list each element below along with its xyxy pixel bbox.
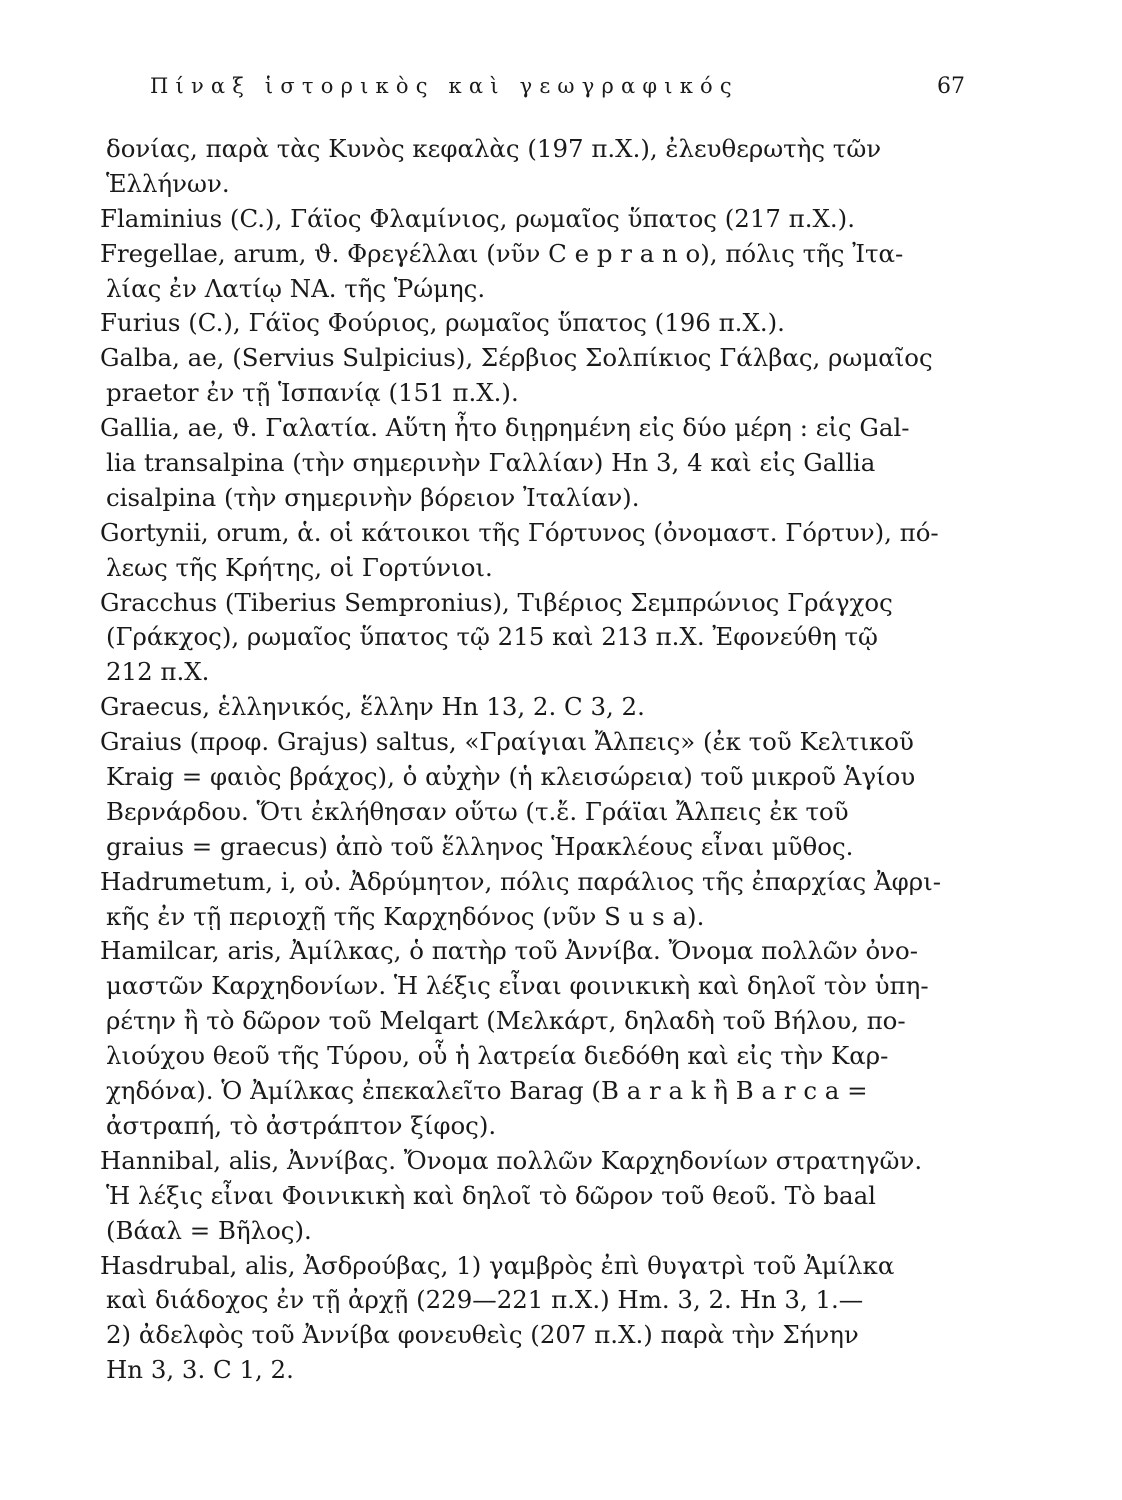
index-entry [100, 411, 970, 516]
entry-headline: Graius (προφ. Grajus) saltus, «Γραίγιαι Ἄλπεις» (ἐκ τοῦ Κελτικοῦ [100, 727, 914, 757]
entry-headline: Galba, ae, (Servius Sulpicius), Σέρβιος Σολπίκιος Γάλβας, ρωμαῖος [100, 343, 933, 373]
entry-continuation-line: graius = graecus) ἀπὸ τοῦ ἕλληνος Ἡρακλέους εἶναι μῦθος. [106, 831, 854, 861]
index-entry [100, 306, 970, 341]
index-entries [100, 132, 970, 1388]
entry-continuation-line: (Γράκχος), ρωμαῖος ὕπατος τῷ 215 καὶ 213 π.Χ. Ἐφονεύθη τῷ [106, 622, 878, 652]
index-entry [100, 341, 970, 411]
entry-continuation-line: Kraig = φαιὸς βράχος), ὁ αὐχὴν (ἡ κλεισώρεια) τοῦ μικροῦ Ἁγίου [106, 762, 916, 792]
entry-continuation-line: ρέτην ἢ τὸ δῶρον τοῦ Melqart (Μελκάρτ, δηλαδὴ τοῦ Βήλου, πο- [106, 1006, 906, 1036]
entry-continuation-line: λεως τῆς Κρήτης, οἱ Γορτύνιοι. [106, 552, 493, 582]
entry-headline: Fregellae, arum, ϑ. Φρεγέλλαι (νῦν C e p r a n o), πόλις τῆς Ἰτα- [100, 238, 904, 268]
entry-continuation-line: 212 π.Χ. [106, 657, 210, 687]
entry-headline: δονίας, παρὰ τὰς Κυνὸς κεφαλὰς (197 π.Χ.), ἐλευθερωτὴς τῶν [106, 134, 882, 163]
entry-headline: Furius (C.), Γάϊος Φούριος, ρωμαῖος ὕπατος (196 π.Χ.). [100, 308, 785, 338]
index-entry [100, 237, 970, 307]
index-entry [100, 725, 970, 865]
entry-headline: Hadrumetum, i, οὐ. Ἀδρύμητον, πόλις παράλιος τῆς ἐπαρχίας Ἀφρι- [100, 866, 941, 896]
index-entry [100, 690, 970, 725]
index-entry [100, 934, 970, 1143]
entry-continuation-line: 2) ἀδελφὸς τοῦ Ἀννίβα φονευθεὶς (207 π.Χ.) παρὰ τὴν Σήνην [106, 1320, 859, 1350]
entry-continuation-line: lia transalpina (τὴν σημερινὴν Γαλλίαν) Hn 3, 4 καὶ εἰς Gallia [106, 448, 876, 478]
running-title: Πίναξ ἱστορικὸς καὶ γεωγραφικός [150, 74, 739, 98]
entry-continuation-line: (Βάαλ = Βῆλος). [106, 1215, 312, 1245]
entry-continuation-line: μαστῶν Καρχηδονίων. Ἡ λέξις εἶναι φοινικικὴ καὶ δηλοῖ τὸν ὑπη- [106, 971, 929, 1001]
entry-continuation-line: Hn 3, 3. C 1, 2. [106, 1355, 294, 1385]
index-entry [100, 516, 970, 586]
index-entry [100, 132, 970, 202]
page-number: 67 [937, 74, 965, 99]
entry-continuation-line: cisalpina (τὴν σημερινὴν βόρειον Ἰταλίαν). [106, 482, 640, 512]
entry-continuation-line: Ἑλλήνων. [106, 168, 230, 198]
entry-continuation-line: praetor ἐν τῇ Ἱσπανίᾳ (151 π.Χ.). [106, 378, 519, 408]
entry-continuation-line: Ἡ λέξις εἶναι Φοινικικὴ καὶ δηλοῖ τὸ δῶρον τοῦ θεοῦ. Τὸ baal [106, 1180, 876, 1210]
entry-continuation-line: ἀστραπή, τὸ ἀστράπτον ξίφος). [106, 1110, 497, 1140]
index-entry [100, 1144, 970, 1249]
entry-headline: Hamilcar, aris, Ἀμίλκας, ὁ πατὴρ τοῦ Ἀννίβα. Ὄνομα πολλῶν ὀνο- [100, 936, 918, 966]
index-entry [100, 202, 970, 237]
entry-continuation-line: καὶ διάδοχος ἐν τῇ ἀρχῇ (229—221 π.Χ.) Hm. 3, 2. Hn 3, 1.— [106, 1285, 864, 1315]
page-header [150, 74, 965, 104]
index-entry [100, 865, 970, 935]
entry-headline: Gortynii, orum, ἁ. οἱ κάτοικοι τῆς Γόρτυνος (ὀνομαστ. Γόρτυν), πό- [100, 517, 939, 547]
entry-headline: Graecus, ἑλληνικός, ἕλλην Hn 13, 2. C 3, 2. [100, 692, 645, 722]
entry-headline: Gracchus (Tiberius Sempronius), Τιβέριος Σεμπρώνιος Γράγχος [100, 587, 893, 617]
entry-continuation-line: χηδόνα). Ὁ Ἀμίλκας ἐπεκαλεῖτο Barag (B a r a k ἢ B a r c a = [106, 1076, 868, 1106]
entry-headline: Flaminius (C.), Γάϊος Φλαμίνιος, ρωμαῖος ὕπατος (217 π.Χ.). [100, 203, 855, 233]
entry-continuation-line: Βερνάρδου. Ὅτι ἐκλήθησαν οὕτω (τ.ἔ. Γράϊαι Ἄλπεις ἐκ τοῦ [106, 796, 849, 826]
entry-headline: Hannibal, alis, Ἀννίβας. Ὄνομα πολλῶν Καρχηδονίων στρατηγῶν. [100, 1145, 923, 1175]
entry-headline: Gallia, ae, ϑ. Γαλατία. Αὕτη ἦτο διῃρημένη εἰς δύο μέρη : εἰς Gal- [100, 413, 910, 443]
entry-continuation-line: λιούχου θεοῦ τῆς Τύρου, οὗ ἡ λατρεία διεδόθη καὶ εἰς τὴν Καρ- [106, 1041, 889, 1071]
entry-headline: Hasdrubal, alis, Ἀσδρούβας, 1) γαμβρὸς ἐπὶ θυγατρὶ τοῦ Ἀμίλκα [100, 1250, 895, 1280]
entry-continuation-line: κῆς ἐν τῇ περιοχῇ τῆς Καρχηδόνος (νῦν S u s a). [106, 901, 705, 931]
index-entry [100, 586, 970, 691]
entry-continuation-line: λίας ἐν Λατίῳ ΝΑ. τῆς Ῥώμης. [106, 273, 486, 303]
index-entry [100, 1249, 970, 1389]
